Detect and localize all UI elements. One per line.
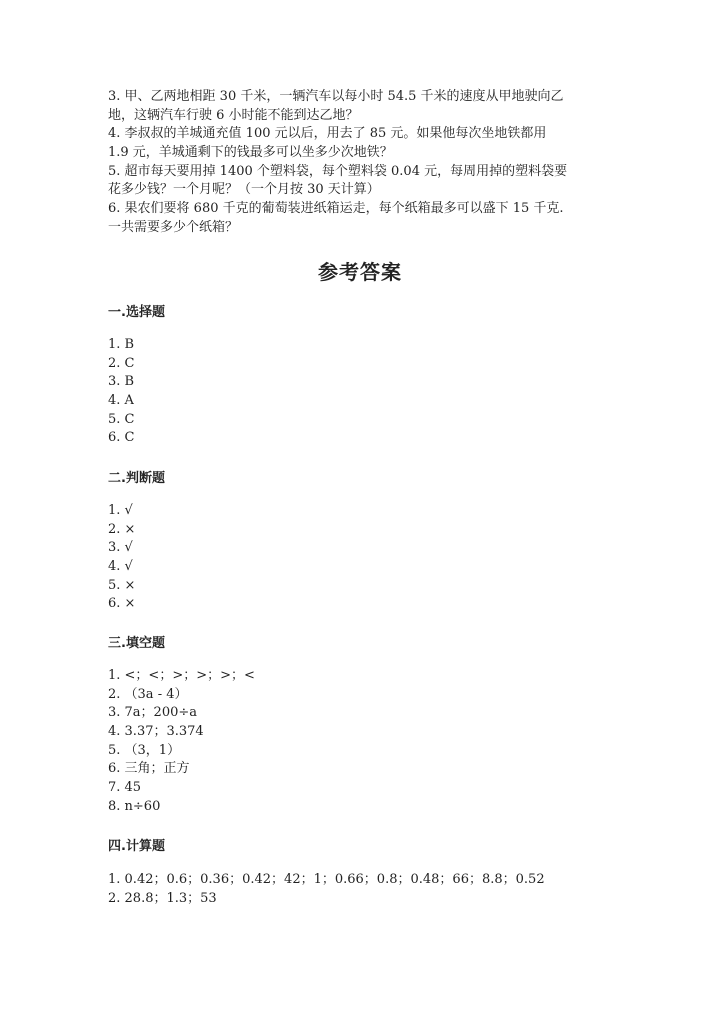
answer-title: 参考答案 bbox=[318, 260, 402, 284]
problem-line: 花多少钱？一个月呢？（一个月按 30 天计算） bbox=[108, 182, 380, 198]
answer-item: 1. <；<；>；>；>；< bbox=[108, 668, 255, 683]
answer-list bbox=[108, 667, 255, 817]
problem-line: 1.9 元，羊城通剩下的钱最多可以坐多少次地铁？ bbox=[108, 145, 393, 161]
problem-line: 3. 甲、乙两地相距 30 千米，一辆汽车以每小时 54.5 千米的速度从甲地驶向乙 bbox=[108, 89, 564, 104]
answer-item: 6. 三角；正方 bbox=[108, 761, 190, 777]
problem-line: 4. 李叔叔的羊城通充值 100 元以后，用去了 85 元。如果他每次坐地铁都用 bbox=[108, 126, 547, 142]
answer-item: 5. C bbox=[108, 411, 135, 427]
answer-list bbox=[108, 871, 545, 908]
word-problems bbox=[108, 88, 567, 238]
answer-item: 4. A bbox=[108, 393, 134, 409]
answer-list bbox=[108, 502, 135, 614]
problem-line: 6. 果农们要将 680 千克的葡萄装进纸箱运走，每个纸箱最多可以盛下 15 千克. bbox=[108, 201, 564, 217]
problem-line: 5. 超市每天要用掉 1400 个塑料袋，每个塑料袋 0.04 元，每周用掉的塑料袋要 bbox=[108, 163, 568, 179]
answer-item: 6. C bbox=[108, 430, 135, 446]
problem-line: 一共需要多少个纸箱？ bbox=[108, 219, 239, 235]
answer-item: 6. × bbox=[108, 596, 136, 612]
problem-line: 地，这辆汽车行驶 6 小时能不能到达乙地？ bbox=[108, 107, 359, 123]
answer-item: 1. B bbox=[108, 337, 135, 352]
answer-list bbox=[108, 336, 134, 448]
answer-item: 5. × bbox=[108, 577, 136, 593]
section-heading: 二.判断题 bbox=[108, 471, 165, 486]
section-heading: 一.选择题 bbox=[108, 305, 165, 320]
answer-item: 1. √ bbox=[108, 503, 133, 518]
answer-item: 7. 45 bbox=[108, 780, 142, 796]
answer-item: 5. （3，1） bbox=[108, 742, 181, 758]
answer-item: 3. B bbox=[108, 374, 135, 390]
answer-item: 8. n÷60 bbox=[108, 798, 161, 814]
answer-item: 3. 7a；200÷a bbox=[108, 705, 198, 721]
section-heading: 三.填空题 bbox=[108, 636, 165, 651]
answer-item: 2. 28.8；1.3；53 bbox=[108, 890, 217, 906]
answer-item: 2. C bbox=[108, 355, 135, 371]
answer-item: 2. × bbox=[108, 521, 136, 537]
answer-item: 3. √ bbox=[108, 540, 133, 556]
section-heading: 四.计算题 bbox=[108, 839, 165, 854]
answer-item: 4. √ bbox=[108, 559, 133, 575]
answer-item: 1. 0.42；0.6；0.36；0.42；42；1；0.66；0.8；0.48；66；8.8；0.52 bbox=[108, 872, 545, 887]
answer-item: 2. （3a - 4） bbox=[108, 686, 188, 702]
answer-item: 4. 3.37；3.374 bbox=[108, 724, 204, 740]
